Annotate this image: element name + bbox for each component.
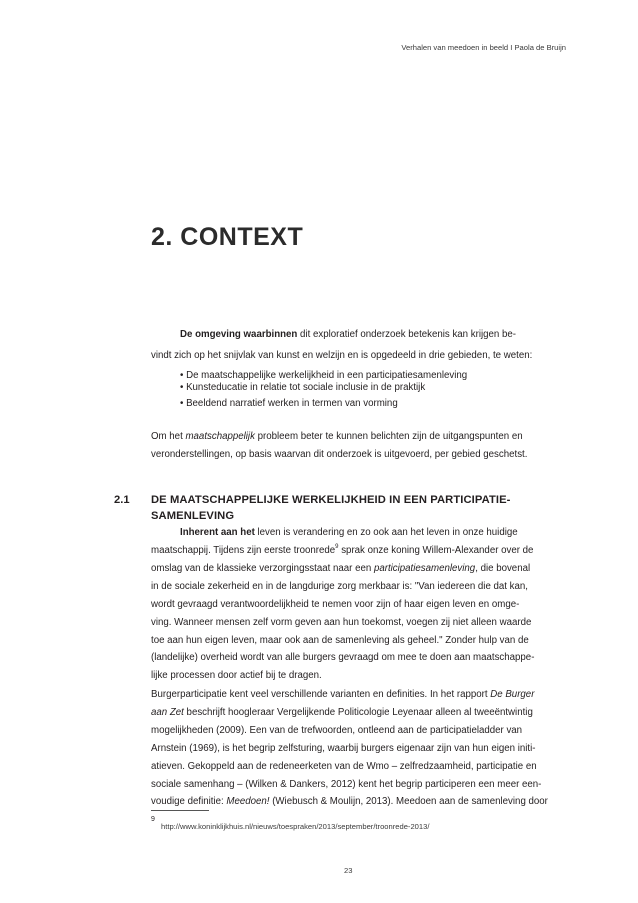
intro-bullet: • De maatschappelijke werkelijkheid in een participatiesamenleving [180,370,468,381]
footnote-link[interactable]: http://www.koninklijkhuis.nl/nieuws/toespraken/2013/september/troonrede-2013/ [161,822,430,831]
section-number: 2.1 [114,494,130,506]
intro-bullet: • Kunsteducatie in relatie tot sociale inclusie in de praktijk [180,382,426,393]
footnote-reference[interactable]: 9 [335,544,339,550]
intro-line-2: vindt zich op het snijvlak van kunst en welzijn en is opgedeeld in drie gebieden, te weten: [151,350,533,361]
chapter-title: 2. CONTEXT [151,223,304,251]
section-p1-line-2: maatschappij. Tijdens zijn eerste troonrede$^9$ sprak onze koning Willem-Alexander over de [151,544,534,556]
section-p1-line: (landelijke) overheid wordt van alle burgers gevraagd om mee te doen aan maatschappe- [151,652,535,663]
section-p2-line: sociale samenhang – (Wilken & Dankers, 2012) kent het begrip participeren een meer een- [151,779,542,790]
section-p1-line: toe aan hun eigen leven, maar ook aan de samenleving als geheel." Zonder hulp van de [151,635,529,646]
section-p2-definition-line: voudige definitie: Meedoen! (Wiebusch & Moulijn, 2013). Meedoen aan de samenleving door [151,796,548,807]
footnote-rule [151,810,209,811]
intro-lead-in: De omgeving waarbinnen [180,329,298,340]
section-lead-in: Inherent aan het [180,527,255,538]
section-p2-line-1: Burgerparticipatie kent veel verschillende varianten en definities. In het rapport De Burger [151,689,535,700]
intro-bullet: • Beeldend narratief werken in termen van vorming [180,398,398,409]
section-p2-line: atieven. Gekoppeld aan de redeneerketen van de Wmo – zelfredzaamheid, participatie en [151,761,537,772]
section-p1-line-3: omslag van de klassieke verzorgingsstaat naar een participatiesamenleving, die bovenal [151,563,531,574]
intro-paragraph-2-line-2: veronderstellingen, op basis waarvan dit onderzoek is uitgevoerd, per gebied geschetst. [151,449,528,460]
section-p2-line: mogelijkheden (2009). Een van de trefwoorden, ontleend aan de participatieladder van [151,725,523,736]
section-p1-line: in de sociale zekerheid en in de langdurige zorg merkbaar is: "Van iedereen die dat kan, [151,581,528,592]
section-title-line-2: SAMENLEVING [151,510,235,522]
footnote-marker: 9 [151,816,155,823]
section-p2-line: Arnstein (1969), is het begrip zelfsturing, waarbij burgers eigenaar zijn van hun eigen initi- [151,743,536,754]
section-title-line-1: DE MAATSCHAPPELIJKE WERKELIJKHEID IN EEN PARTICIPATIE- [151,494,511,506]
section-p1-line: ving. Wanneer mensen zelf vorm geven aan hun toekomst, voegen zij niet alleen waarde [151,617,532,628]
section-p1-line: lijke processen door actief bij te dragen. [151,670,322,681]
section-p1-line: wordt gevraagd verantwoordelijkheid te nemen voor zijn of haar eigen leven en omge- [151,599,520,610]
running-header: Verhalen van meedoen in beeld I Paola de Bruijn [401,43,566,52]
section-p2-line-2: aan Zet beschrijft hoogleraar Vergelijkende Politicologie Leyenaar alleen al tweeëntwintig [151,707,533,718]
section-p1-line-1: Inherent aan het leven is verandering en zo ook aan het leven in onze huidige [180,527,518,538]
intro-paragraph-2-line-1: Om het maatschappelijk probleem beter te kunnen belichten zijn de uitgangspunten en [151,431,523,442]
intro-line-1: De omgeving waarbinnen dit exploratief onderzoek betekenis kan krijgen be- [180,329,516,340]
page-number: 23 [344,866,353,875]
